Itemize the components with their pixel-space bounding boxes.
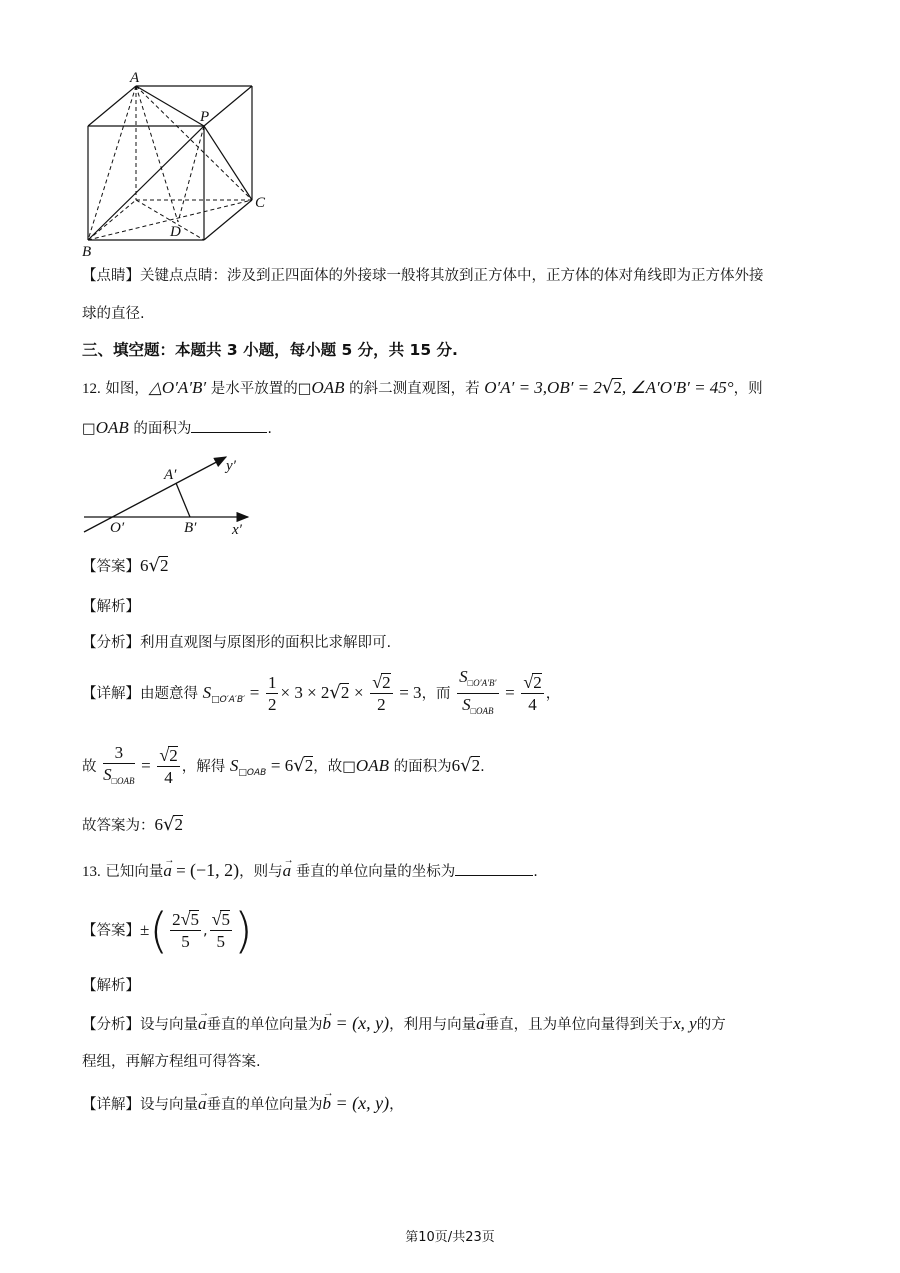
cube-edge [204, 200, 252, 240]
q12-text: 如图， [105, 381, 149, 397]
cube-tetrahedron-figure [80, 70, 280, 260]
y-axis [84, 457, 226, 532]
answer-rad: 2 [159, 556, 169, 575]
math-S: S [202, 683, 212, 702]
q13-xiangjie [82, 1093, 404, 1115]
fenxi-tag: 【分析】 [82, 1017, 140, 1033]
answer-blank [191, 418, 267, 433]
q13-analysis-tag: 【解析】 [82, 978, 140, 994]
math-oab: OAB [355, 756, 389, 775]
label-y-prime: y′ [226, 458, 236, 474]
math-sub: □O′A′B′ [467, 677, 497, 688]
q12-text: ，则 [733, 381, 763, 397]
tetra-edge-PC [204, 126, 252, 200]
q12-cond1: O′A′ = 3, [484, 378, 548, 397]
math-sub: □OAB [470, 705, 494, 716]
frac-root2-over-4 [521, 672, 543, 716]
math-eq: = 3 [399, 683, 422, 702]
frac-den: 4 [528, 695, 537, 714]
frac-num: √5 [211, 909, 230, 929]
xj-text: ， [545, 686, 561, 702]
q12-answer: 【答案】6√2 [82, 555, 169, 576]
vector-value: = (x, y) [331, 1013, 390, 1033]
page-footer: 第10页/共23页 [405, 1230, 495, 1245]
answer-value: 6 [140, 556, 149, 575]
label-A-prime: A′ [164, 467, 177, 483]
label-P: P [200, 109, 210, 125]
q12-analysis-tag: 【解析】 [82, 599, 140, 615]
fenxi-text: 利用直观图与原图形的面积比求解即可. [140, 635, 392, 651]
gu-text: 故 [82, 759, 97, 775]
frac-num: √2 [372, 672, 391, 692]
final-text: 故答案为： [82, 818, 155, 834]
q13-number: 13. [82, 864, 101, 880]
frac-den: 5 [216, 932, 226, 951]
math-pm: ± [140, 920, 150, 939]
math-eq: = [171, 861, 190, 880]
frac-den: 2 [377, 695, 386, 714]
note-tag: 【点睛】 [82, 268, 140, 284]
gu-text: ，故□ [313, 759, 356, 775]
frac-num: 2√5 [172, 909, 199, 929]
math-S: S [462, 694, 471, 714]
fenxi-text: 垂直，且为单位向量得到关于 [484, 1017, 674, 1033]
vector-a: → a [476, 1014, 485, 1034]
math-times: × [354, 683, 364, 702]
xiangjie-tag: 【详解】 [82, 686, 140, 702]
math-eq: = [141, 756, 151, 775]
frac-den: 5 [181, 932, 190, 951]
frac-num: √2 [159, 745, 178, 765]
math-rad: 2 [382, 673, 391, 692]
frac-half [266, 673, 279, 716]
q12-triangle: △O′A′B′ [148, 378, 207, 397]
math-eq: = [505, 683, 515, 702]
math-rad: 2 [169, 746, 178, 765]
q13-line-1 [82, 860, 538, 882]
q13-text: 垂直的单位向量的坐标为 [295, 864, 456, 880]
final-rad: 2 [174, 815, 183, 834]
math-rad: 2 [340, 683, 350, 702]
math-S: S [459, 666, 468, 686]
label-O-prime: O′ [110, 520, 125, 536]
vector-b: → b [323, 1014, 332, 1034]
math-rad: 2 [471, 756, 481, 775]
frac-den: 2 [267, 694, 277, 714]
fenxi-text: 设与向量 [140, 1017, 198, 1033]
answer-blank [455, 861, 533, 876]
section-heading: 三、填空题：本题共 3 小题，每小题 5 分，共 15 分. [82, 341, 458, 359]
frac-num: 1 [267, 672, 277, 692]
math-rad: 5 [190, 910, 199, 929]
q12-fenxi [82, 633, 391, 653]
math-rad: 2 [304, 756, 314, 775]
math-value: = 6 [270, 756, 294, 775]
q13-fenxi-line-2: 程组，再解方程组可得答案. [82, 1054, 261, 1070]
xj-text: ， [389, 1097, 404, 1113]
oblique-projection-figure [80, 450, 260, 540]
fenxi-text: 的方 [696, 1017, 726, 1033]
fenxi-tag: 【分析】 [82, 635, 140, 651]
frac-num: 3 [103, 743, 134, 764]
q12-line-1: 12. 如图，△O′A′B′ 是水平放置的□OAB 的斜二测直观图，若 O′A′ = 3,OB′ = 2√2, ∠A′O′B′ = 45°，则 [82, 377, 763, 398]
vector-value: = (x, y) [331, 1093, 390, 1113]
gu-text: . [480, 759, 485, 775]
note-line-2: 球的直径. [82, 306, 145, 322]
math-coef: 2 [172, 910, 181, 929]
q12-gu-line: 故 $\frac{3}{S_{□OAB}}$ = $\frac{√2}{4}$ ，解得 $S_{□OAB} = 6√2$，故□OAB 的面积为6√2. [82, 738, 485, 801]
answer-tag: 【答案】 [82, 559, 140, 575]
q12-oab: OAB [95, 418, 129, 437]
frac-root5-over-5 [210, 909, 232, 953]
gu-text: ，解得 [181, 759, 226, 775]
q12-cond2-rad: 2 [613, 378, 622, 397]
q12-box: □ [297, 381, 312, 397]
frac-root2-over-4 [157, 745, 179, 789]
gu-text: 的面积为 [393, 759, 452, 775]
vector-a: → a [163, 861, 172, 881]
cube-edge [88, 86, 136, 126]
cube-edge [204, 86, 252, 126]
xj-text: 垂直的单位向量为 [206, 1097, 323, 1113]
math-eq: = [249, 683, 260, 702]
vector-a: → a [283, 861, 292, 881]
label-C: C [255, 195, 266, 211]
math-S: S [103, 764, 112, 784]
q12-box: □ [82, 421, 96, 437]
q12-cond2: OB′ = 2 [547, 378, 602, 397]
math-rad: 2 [533, 673, 542, 692]
vector-value: (−1, 2) [189, 860, 240, 880]
frac-3-over-S [103, 743, 134, 792]
frac-den [103, 764, 134, 792]
frac-2root5-over-5 [170, 909, 201, 953]
frac-root2-over-2 [370, 672, 392, 716]
label-A: A [130, 70, 140, 86]
math-S: S [229, 756, 239, 775]
q12-cond3: , ∠A′O′B′ = 45° [621, 378, 734, 397]
xiangjie-tag: 【详解】 [82, 1097, 140, 1113]
q12-text: 是水平放置的 [210, 381, 298, 397]
label-D: D [170, 224, 181, 240]
q12-text: 的面积为 [133, 421, 192, 437]
q12-line-2 [82, 418, 272, 439]
fenxi-text: 垂直的单位向量为 [206, 1017, 323, 1033]
answer-tag: 【答案】 [82, 923, 140, 939]
note-line-1 [82, 266, 764, 286]
q13-text: 已知向量 [105, 864, 164, 880]
frac-den: 4 [164, 768, 173, 787]
math-value: 6 [451, 756, 461, 775]
final-value: 6 [154, 815, 163, 834]
frac-num [457, 667, 498, 694]
q13-period: . [533, 864, 538, 880]
vector-a: → a [198, 1014, 207, 1034]
xj-text: ，而 [421, 686, 451, 702]
label-B-prime: B′ [184, 520, 197, 536]
vector-b: → b [323, 1094, 332, 1114]
note-text: 关键点点睛：涉及到正四面体的外接球一般将其放到正方体中，正方体的体对角线即为正方体外接 [140, 268, 764, 284]
fenxi-text: ，利用与向量 [389, 1017, 477, 1033]
label-B: B [82, 244, 92, 260]
math-rad: 5 [221, 910, 230, 929]
frac-den [457, 694, 498, 722]
xj-text: 由题意得 [140, 686, 198, 702]
q12-number: 12. [82, 381, 101, 397]
math-xy: x, y [673, 1014, 697, 1033]
q12-period: . [267, 421, 272, 437]
segment-AB [176, 483, 190, 517]
q12-xiangjie: 【详解】由题意得 $S_{□O'A'B'}$ = $\frac{1}{2}$ × 3 × 2√2 × $\frac{√2}{2}$ = 3，而 $\frac{S_{□O'A'B'}}{S_{□OAB}}$ = $\frac{√2}{4}$ ， [82, 665, 560, 728]
math-sub: □O′A′B′ [211, 695, 246, 705]
vector-a: → a [198, 1094, 207, 1114]
q12-text: 的斜二测直观图，若 [349, 381, 480, 397]
q12-final-answer: 故答案为：6√2 [82, 814, 183, 835]
frac-num: √2 [523, 672, 542, 692]
q13-text: ，则与 [239, 864, 283, 880]
q13-fenxi-line-1 [82, 1013, 726, 1035]
xj-text: 设与向量 [140, 1097, 198, 1113]
q12-oab: OAB [311, 378, 345, 397]
label-x-prime: x′ [232, 522, 242, 538]
math-text: × 3 × 2 [280, 683, 330, 702]
math-sub: □OAB [238, 768, 267, 778]
frac-area-ratio [457, 667, 498, 722]
math-sub: □OAB [111, 775, 135, 786]
q13-answer: 【答案】±( $\frac{2√5}{5}$ , $\frac{√5}{5}$ ) [82, 903, 253, 959]
